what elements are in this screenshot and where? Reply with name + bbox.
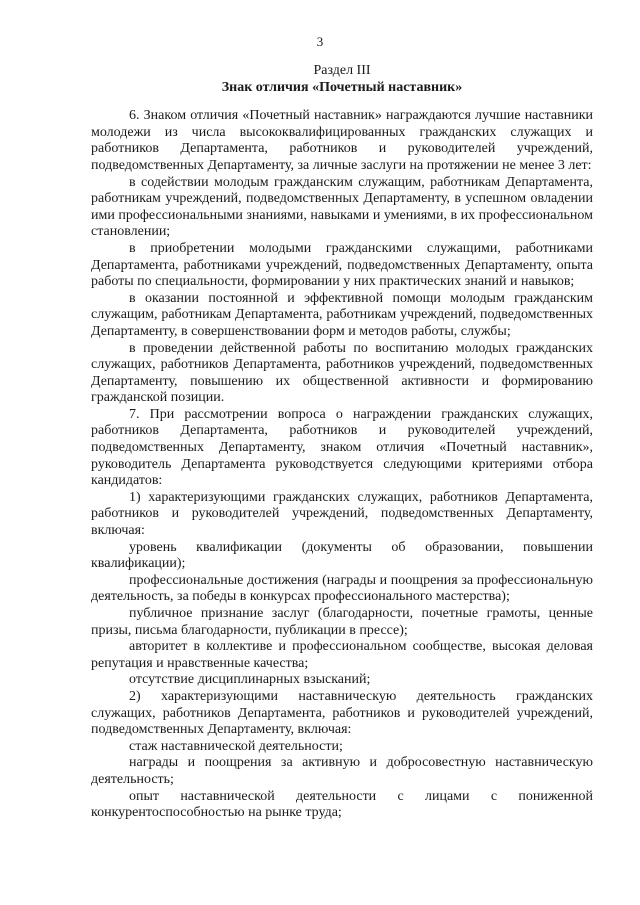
page-number: 3 xyxy=(316,34,324,49)
paragraph-6-item-4: в проведении действенной работы по воспитанию молодых гражданских служащих, работников Департамента, работников учреждений, подведомственных Департаменту, повышению их общественной активности и формированию гражданской позиции. xyxy=(91,340,593,406)
criterion-authority: авторитет в коллективе и профессиональном сообществе, высокая деловая репутация и нравственные качества; xyxy=(91,639,593,671)
criterion-qualification: уровень квалификации (документы об образовании, повышении квалификации); xyxy=(91,539,593,572)
document-body xyxy=(91,63,593,822)
criterion-mentoring-awards: награды и поощрения за активную и добросовестную наставническую деятельность; xyxy=(91,755,593,787)
criterion-public-recognition: публичное признание заслуг (благодарности, почетные грамоты, ценные призы, письма благодарности, публикации в прессе); xyxy=(91,606,593,638)
paragraph-7: 7. При рассмотрении вопроса о награждении гражданских служащих, работников Департамента, работников и руководителей учреждений, подведомственных Департаменту, знаком отличия «Почетный наставник», руководитель Департамента руководствуется следующими критериями отбора кандидатов: xyxy=(91,406,593,489)
paragraph-6-item-3: в оказании постоянной и эффективной помощи молодым гражданским служащим, работникам Департамента, работникам учреждений, подведомственных Департаменту, в совершенствовании форм и методов работы, службы; xyxy=(91,290,593,339)
criterion-mentoring-disadvantaged: опыт наставнической деятельности с лицами с пониженной конкурентоспособностью на рынке труда; xyxy=(91,788,593,821)
section-title: Знак отличия «Почетный наставник» xyxy=(221,79,463,95)
criterion-no-disciplinary-actions: отсутствие дисциплинарных взысканий; xyxy=(129,672,371,688)
section-label: Раздел III xyxy=(313,63,371,78)
paragraph-6: 6. Знаком отличия «Почетный наставник» награждаются лучшие наставники молодежи из числа высококвалифицированных гражданских служащих и работников Департамента, работников и руководителей учреждений, подведомственных Департаменту, за личные заслуги на протяжении не менее 3 лет: xyxy=(91,108,593,173)
criterion-mentoring-experience: стаж наставнической деятельности; xyxy=(129,738,343,754)
paragraph-6-item-1: в содействии молодым гражданским служащим, работникам Департамента, работникам учреждений, подведомственных Департаменту, в успешном овладении ими профессиональными знаниями, навыками и умениями, в их профессиональном становлении; xyxy=(91,174,593,240)
criterion-professional-achievements: профессиональные достижения (награды и поощрения за профессиональную деятельность, за победы в конкурсах профессионального мастерства); xyxy=(91,572,593,605)
paragraph-6-item-2: в приобретении молодыми гражданскими служащими, работниками Департамента, работниками учреждений, подведомственных Департаменту, опыта работы по специальности, формировании у них практических знаний и навыков; xyxy=(91,240,593,290)
criteria-group-2: 2) характеризующими наставническую деятельность гражданских служащих, работников Департамента, работников и руководителей учреждений, подведомственных Департаменту, включая: xyxy=(91,688,593,738)
criteria-group-1: 1) характеризующими гражданских служащих, работников Департамента, работников и руководителей учреждений, подведомственных Департаменту, включая: xyxy=(91,489,593,539)
